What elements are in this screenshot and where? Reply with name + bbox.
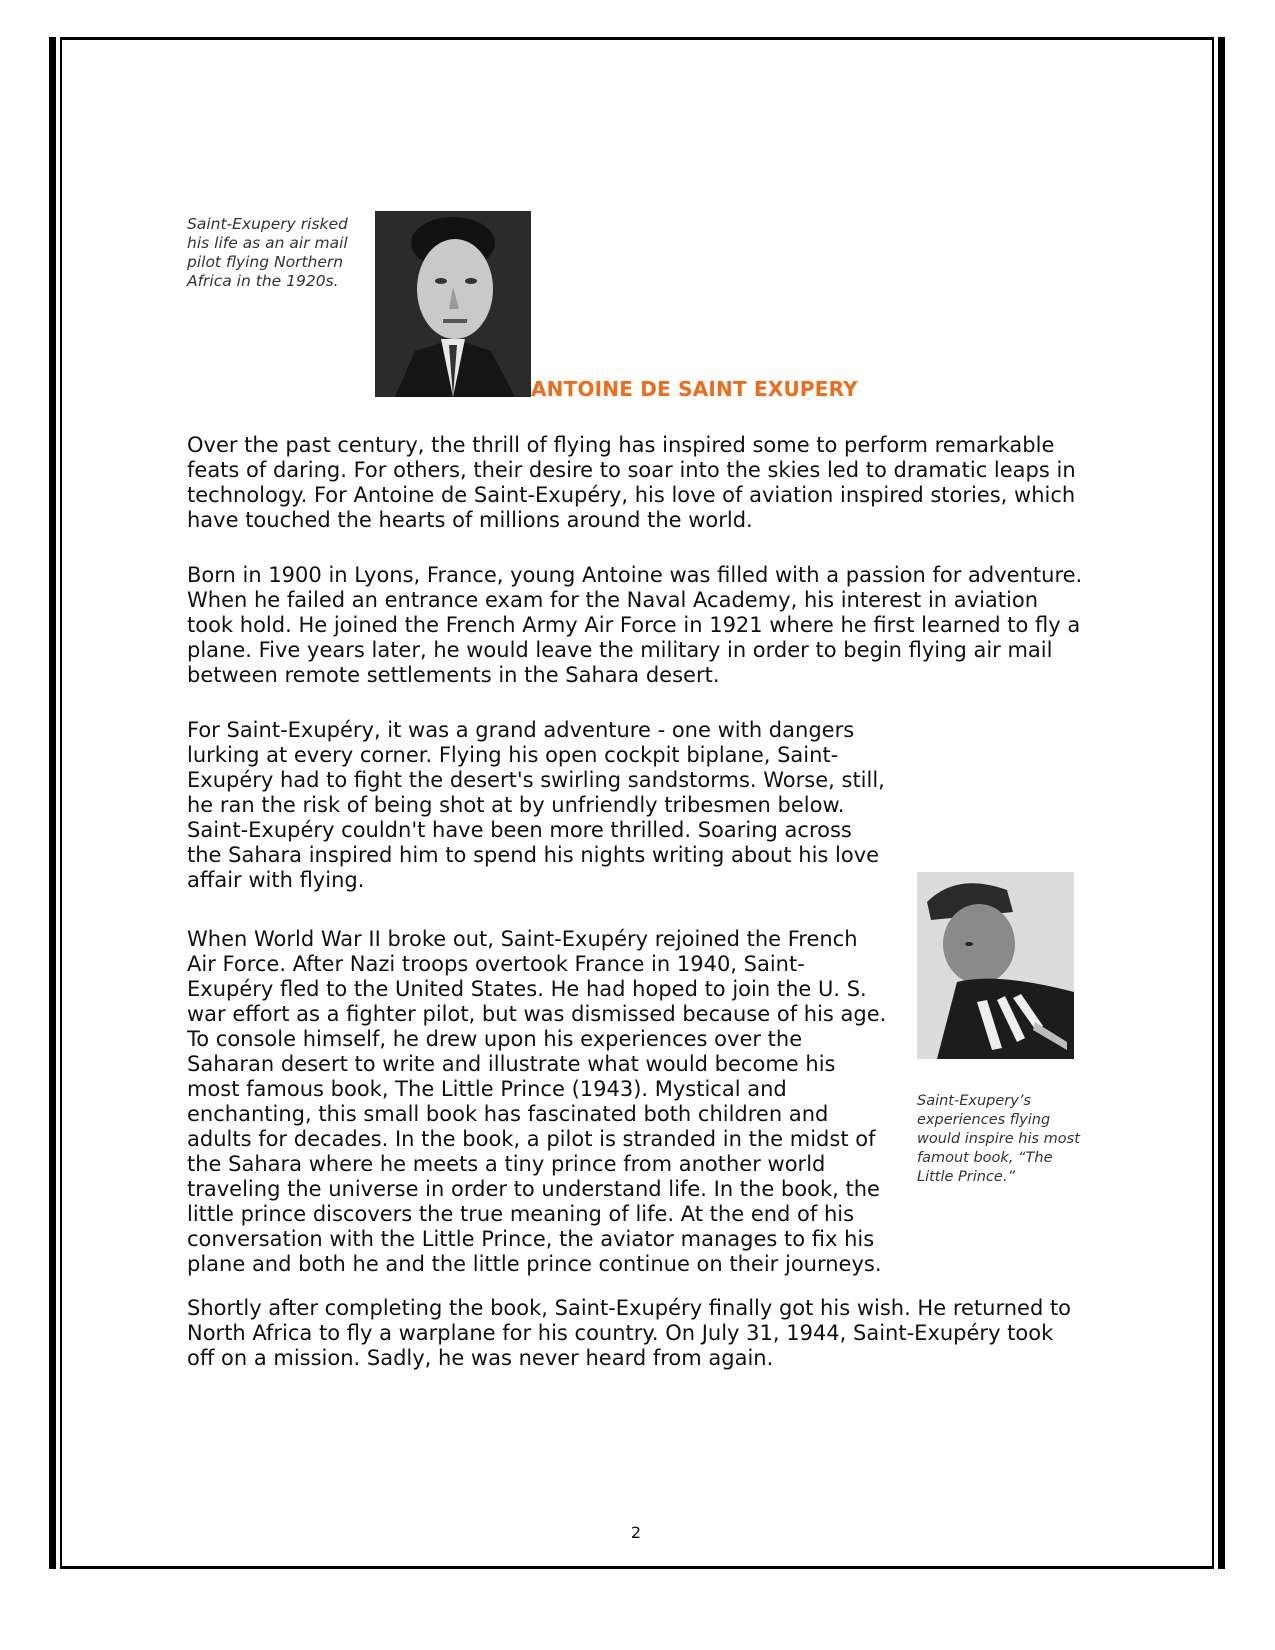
page-title: ANTOINE DE SAINT EXUPERY — [531, 377, 858, 401]
pilot-photo — [917, 872, 1074, 1059]
page-border-left-outer — [49, 37, 56, 1569]
pilot-illustration — [917, 872, 1074, 1059]
paragraph-world-war: When World War II broke out, Saint-Exupéry rejoined the French Air Force. After Nazi troops overtook France in 1940, Saint-Exupéry fled to the United States. He had hoped to join the U. S. war effort as a fighter pilot, but was dismissed because of his age. To console himself, he drew upon his experiences over the Saharan desert to write and illustrate what would become his most famous book, The Little Prince (1943). Mystical and enchanting, this small book has fascinated both children and adults for decades. In the book, a pilot is stranded in the midst of the Sahara where he meets a tiny prince from another world traveling the universe in order to understand life. In the book, the little prince discovers the true meaning of life. At the end of his conversation with the Little Prince, the aviator manages to fix his plane and both he and the little prince continue on their journeys. — [187, 927, 887, 1276]
paragraph-sahara: For Saint-Exupéry, it was a grand adventure - one with dangers lurking at every corner. Flying his open cockpit biplane, Saint-Exupéry had to fight the desert's swirling sandstorms. Worse, still, he ran the risk of being shot at by unfriendly tribesmen below. Saint-Exupéry couldn't have been more thrilled. Soaring across the Sahara inspired him to spend his nights writing about his love affair with flying. — [187, 718, 885, 892]
page-border-right-inner — [1212, 37, 1214, 1569]
paragraph-final-mission: Shortly after completing the book, Saint-Exupéry finally got his wish. He returned to North Africa to fly a warplane for his country. On July 31, 1944, Saint-Exupéry took off on a mission. Sadly, he was never heard from again. — [187, 1296, 1072, 1370]
paragraph-intro: Over the past century, the thrill of flying has inspired some to perform remarkable feats of daring. For others, their desire to soar into the skies led to dramatic leaps in technology. For Antoine de Saint-Exupéry, his love of aviation inspired stories, which have touched the hearts of millions around the world. — [187, 433, 1076, 532]
photo-caption-bottom: Saint-Exupery’s experiences flying would inspire his most famout book, “The Little Prince.” — [917, 1093, 1080, 1185]
page-border-right-outer — [1218, 37, 1225, 1569]
portrait-photo — [375, 211, 531, 397]
page-border-left-inner — [60, 37, 62, 1569]
photo-caption-top: Saint-Exupery risked his life as an air mail pilot flying Northern Africa in the 1920s. — [187, 215, 348, 290]
page-border-bottom — [60, 1566, 1214, 1569]
paragraph-early-life: Born in 1900 in Lyons, France, young Antoine was filled with a passion for adventure. When he failed an entrance exam for the Naval Academy, his interest in aviation took hold. He joined the French Army Air Force in 1921 where he first learned to fly a plane. Five years later, he would leave the military in order to begin flying air mail between remote settlements in the Sahara desert. — [187, 563, 1083, 687]
page-border-top — [60, 37, 1214, 40]
portrait-illustration — [375, 211, 531, 397]
page-number: 2 — [630, 1523, 642, 1542]
